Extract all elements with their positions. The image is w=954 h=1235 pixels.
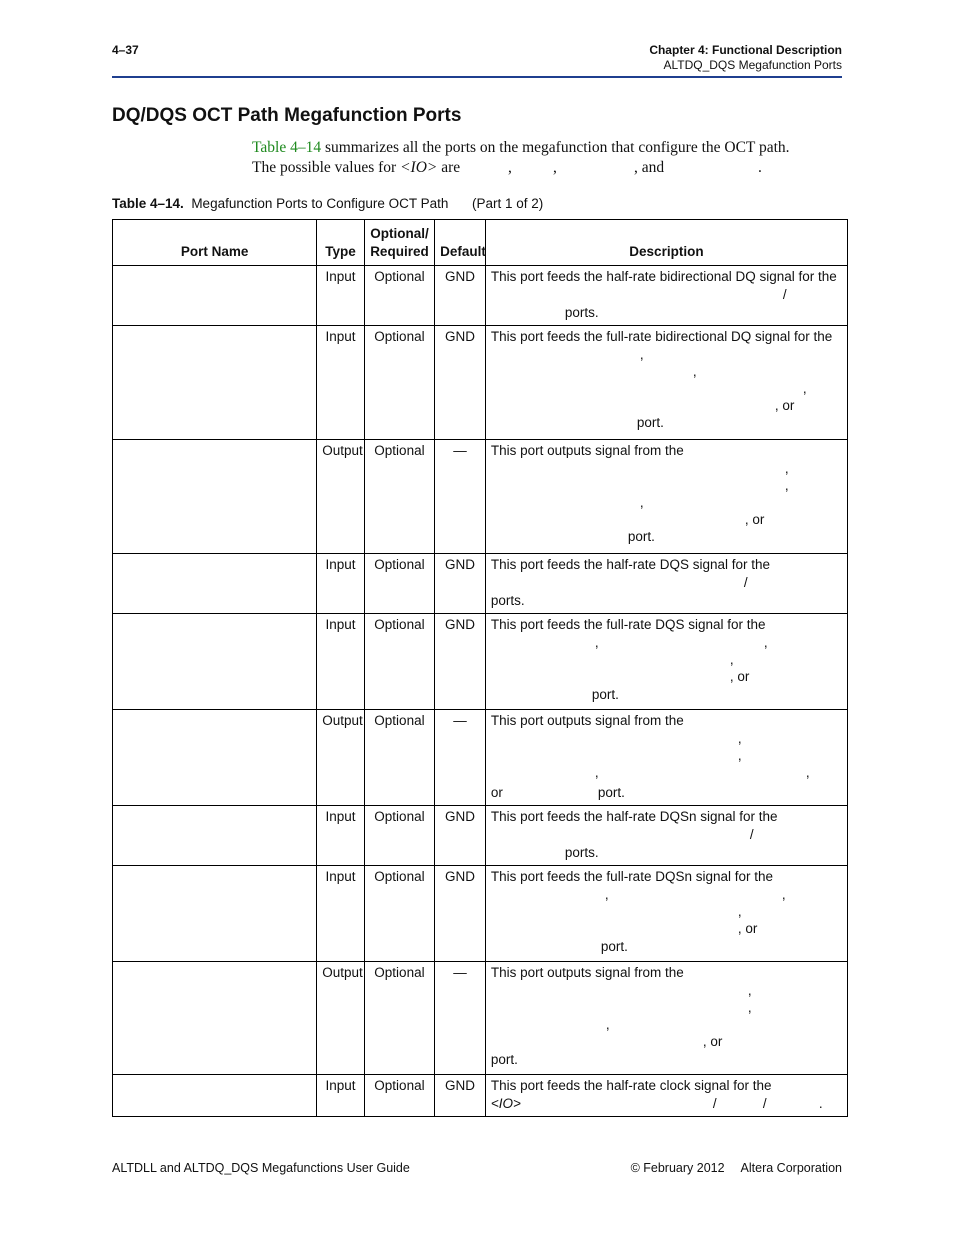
desc-comma: ,: [594, 635, 599, 650]
intro-separator-3: , and: [634, 159, 665, 176]
port-name-cell: [113, 866, 317, 962]
desc-line: /: [743, 575, 748, 590]
default-cell: —: [435, 710, 486, 806]
intro-are-text: are: [437, 159, 461, 176]
desc-line: [491, 764, 842, 784]
port-name-cell: [113, 1075, 317, 1117]
desc-line: ,: [729, 652, 734, 667]
type-cell: Output: [317, 440, 365, 554]
ports-table: [112, 219, 848, 1117]
desc-line: [491, 886, 842, 904]
default-cell: GND: [435, 806, 486, 866]
description-cell: [485, 866, 847, 962]
port-name-cell: [113, 326, 317, 440]
desc-line: This port feeds the half-rate clock signal for the: [490, 1078, 772, 1093]
table-row: [113, 710, 848, 806]
default-cell: GND: [435, 266, 486, 326]
desc-line: , or: [737, 921, 758, 936]
desc-line: ,: [692, 364, 697, 379]
description-cell: [485, 266, 847, 326]
desc-comma: ,: [604, 887, 609, 902]
description-cell: [485, 554, 847, 614]
page-number: 4–37: [112, 43, 139, 57]
default-cell: —: [435, 962, 486, 1075]
desc-line: This port outputs signal from the: [490, 443, 684, 458]
optional-cell: Optional: [364, 614, 434, 710]
table-row: [113, 614, 848, 710]
chapter-title: Chapter 4: Functional Description: [649, 43, 842, 57]
table-caption: [112, 196, 543, 211]
description-cell: [485, 806, 847, 866]
running-section-title: ALTDQ_DQS Megafunction Ports: [663, 58, 842, 72]
desc-line: port.: [627, 529, 655, 544]
table-row: [113, 1075, 848, 1117]
desc-line: This port outputs signal from the: [490, 713, 684, 728]
desc-line: This port feeds the full-rate bidirectional DQ signal for the: [490, 329, 833, 344]
desc-line: port.: [636, 415, 664, 430]
optional-cell: Optional: [364, 440, 434, 554]
intro-line-2: [252, 158, 852, 178]
type-cell: Input: [317, 1075, 365, 1117]
optional-cell: Optional: [364, 962, 434, 1075]
optional-cell: Optional: [364, 266, 434, 326]
type-cell: Output: [317, 962, 365, 1075]
description-cell: [485, 962, 847, 1075]
table-row: [113, 806, 848, 866]
intro-line-2-prefix: [252, 158, 460, 178]
header-optional-required: [364, 220, 434, 266]
default-cell: GND: [435, 1075, 486, 1117]
header-required: Required: [370, 244, 429, 259]
desc-line: ports.: [564, 845, 599, 860]
footer-date: © February 2012: [630, 1161, 725, 1175]
desc-line: [491, 1095, 842, 1113]
type-cell: Input: [317, 326, 365, 440]
intro-line-1: [252, 138, 852, 158]
table-row: [113, 266, 848, 326]
table-row: [113, 866, 848, 962]
desc-line: , or: [744, 512, 765, 527]
desc-line: ,: [639, 495, 644, 510]
header-default: Default: [435, 220, 486, 266]
description-cell: [485, 614, 847, 710]
header-port-name: Port Name: [113, 220, 317, 266]
type-cell: Input: [317, 554, 365, 614]
table-caption-part: (Part 1 of 2): [471, 196, 544, 211]
default-cell: GND: [435, 614, 486, 710]
desc-line: This port feeds the full-rate DQS signal for the: [490, 617, 766, 632]
port-name-cell: [113, 266, 317, 326]
port-name-cell: [113, 614, 317, 710]
desc-comma: ,: [805, 765, 810, 780]
type-cell: Input: [317, 266, 365, 326]
table-header-row: [113, 220, 848, 266]
io-placeholder: <IO>: [400, 159, 438, 176]
desc-line: This port feeds the half-rate DQSn signal for the: [490, 809, 778, 824]
type-cell: Output: [317, 710, 365, 806]
desc-line: ,: [802, 381, 807, 396]
port-name-cell: [113, 806, 317, 866]
section-heading: DQ/DQS OCT Path Megafunction Ports: [112, 105, 462, 126]
description-cell: [485, 710, 847, 806]
desc-line: port.: [591, 687, 619, 702]
desc-comma: ,: [781, 887, 786, 902]
intro-separator-2: ,: [553, 159, 557, 176]
intro-line-1-text: summarizes all the ports on the megafunction that configure the OCT path.: [321, 139, 790, 156]
desc-line: This port feeds the half-rate bidirectional DQ signal for the: [490, 269, 837, 284]
desc-line: /: [782, 287, 787, 302]
description-cell: [485, 440, 847, 554]
default-cell: GND: [435, 866, 486, 962]
desc-comma: ,: [763, 635, 768, 650]
desc-line: , or: [729, 669, 750, 684]
port-name-cell: [113, 440, 317, 554]
table-row: [113, 326, 848, 440]
header-rule: [112, 76, 842, 78]
port-name-cell: [113, 710, 317, 806]
intro-period: .: [758, 159, 762, 176]
optional-cell: Optional: [364, 806, 434, 866]
optional-cell: Optional: [364, 1075, 434, 1117]
footer-company: Altera Corporation: [740, 1161, 842, 1175]
table-xref-link[interactable]: Table 4–14: [252, 139, 322, 156]
port-name-cell: [113, 554, 317, 614]
port-name-cell: [113, 962, 317, 1075]
optional-cell: Optional: [364, 326, 434, 440]
desc-line: ,: [737, 731, 742, 746]
desc-line: [491, 634, 842, 652]
desc-period: .: [818, 1096, 823, 1111]
default-cell: —: [435, 440, 486, 554]
type-cell: Input: [317, 866, 365, 962]
desc-line: ,: [737, 748, 742, 763]
desc-line: ports.: [490, 593, 525, 608]
table-row: [113, 440, 848, 554]
desc-line: port.: [490, 1052, 518, 1067]
desc-port: port.: [597, 785, 625, 800]
type-cell: Input: [317, 614, 365, 710]
desc-line: ,: [784, 478, 789, 493]
header-optional: Optional/: [370, 226, 429, 241]
description-cell: [485, 1075, 847, 1117]
desc-line: , or: [702, 1034, 723, 1049]
header-description: Description: [485, 220, 847, 266]
desc-line: This port feeds the full-rate DQSn signal for the: [490, 869, 774, 884]
intro-paragraph: [252, 138, 852, 178]
intro-prefix-text: The possible values for: [252, 159, 401, 176]
desc-line: ,: [747, 1000, 752, 1015]
optional-cell: Optional: [364, 866, 434, 962]
desc-comma: ,: [594, 765, 599, 780]
table-row: [113, 554, 848, 614]
desc-line: port.: [600, 939, 628, 954]
desc-line: [491, 784, 842, 802]
io-placeholder: <IO>: [490, 1096, 521, 1111]
footer-document-title: ALTDLL and ALTDQ_DQS Megafunctions User Guide: [112, 1161, 410, 1175]
desc-line: This port feeds the half-rate DQS signal for the: [490, 557, 771, 572]
desc-line: /: [749, 827, 754, 842]
desc-line: ports.: [564, 305, 599, 320]
optional-cell: Optional: [364, 710, 434, 806]
desc-slash: /: [712, 1096, 717, 1111]
desc-or: or: [490, 785, 503, 800]
default-cell: GND: [435, 326, 486, 440]
optional-cell: Optional: [364, 554, 434, 614]
desc-line: ,: [737, 904, 742, 919]
default-cell: GND: [435, 554, 486, 614]
desc-line: This port outputs signal from the: [490, 965, 684, 980]
footer-right: [631, 1161, 842, 1175]
desc-line: ,: [784, 461, 789, 476]
desc-line: ,: [605, 1017, 610, 1032]
desc-slash: /: [762, 1096, 767, 1111]
desc-line: , or: [774, 398, 795, 413]
table-caption-label: Table 4–14.: [112, 196, 184, 211]
description-cell: [485, 326, 847, 440]
desc-line: ,: [639, 347, 644, 362]
header-type: Type: [317, 220, 365, 266]
type-cell: Input: [317, 806, 365, 866]
table-caption-title: Megafunction Ports to Configure OCT Path: [191, 196, 449, 211]
desc-line: ,: [747, 983, 752, 998]
intro-separator-1: ,: [508, 159, 512, 176]
table-row: [113, 962, 848, 1075]
